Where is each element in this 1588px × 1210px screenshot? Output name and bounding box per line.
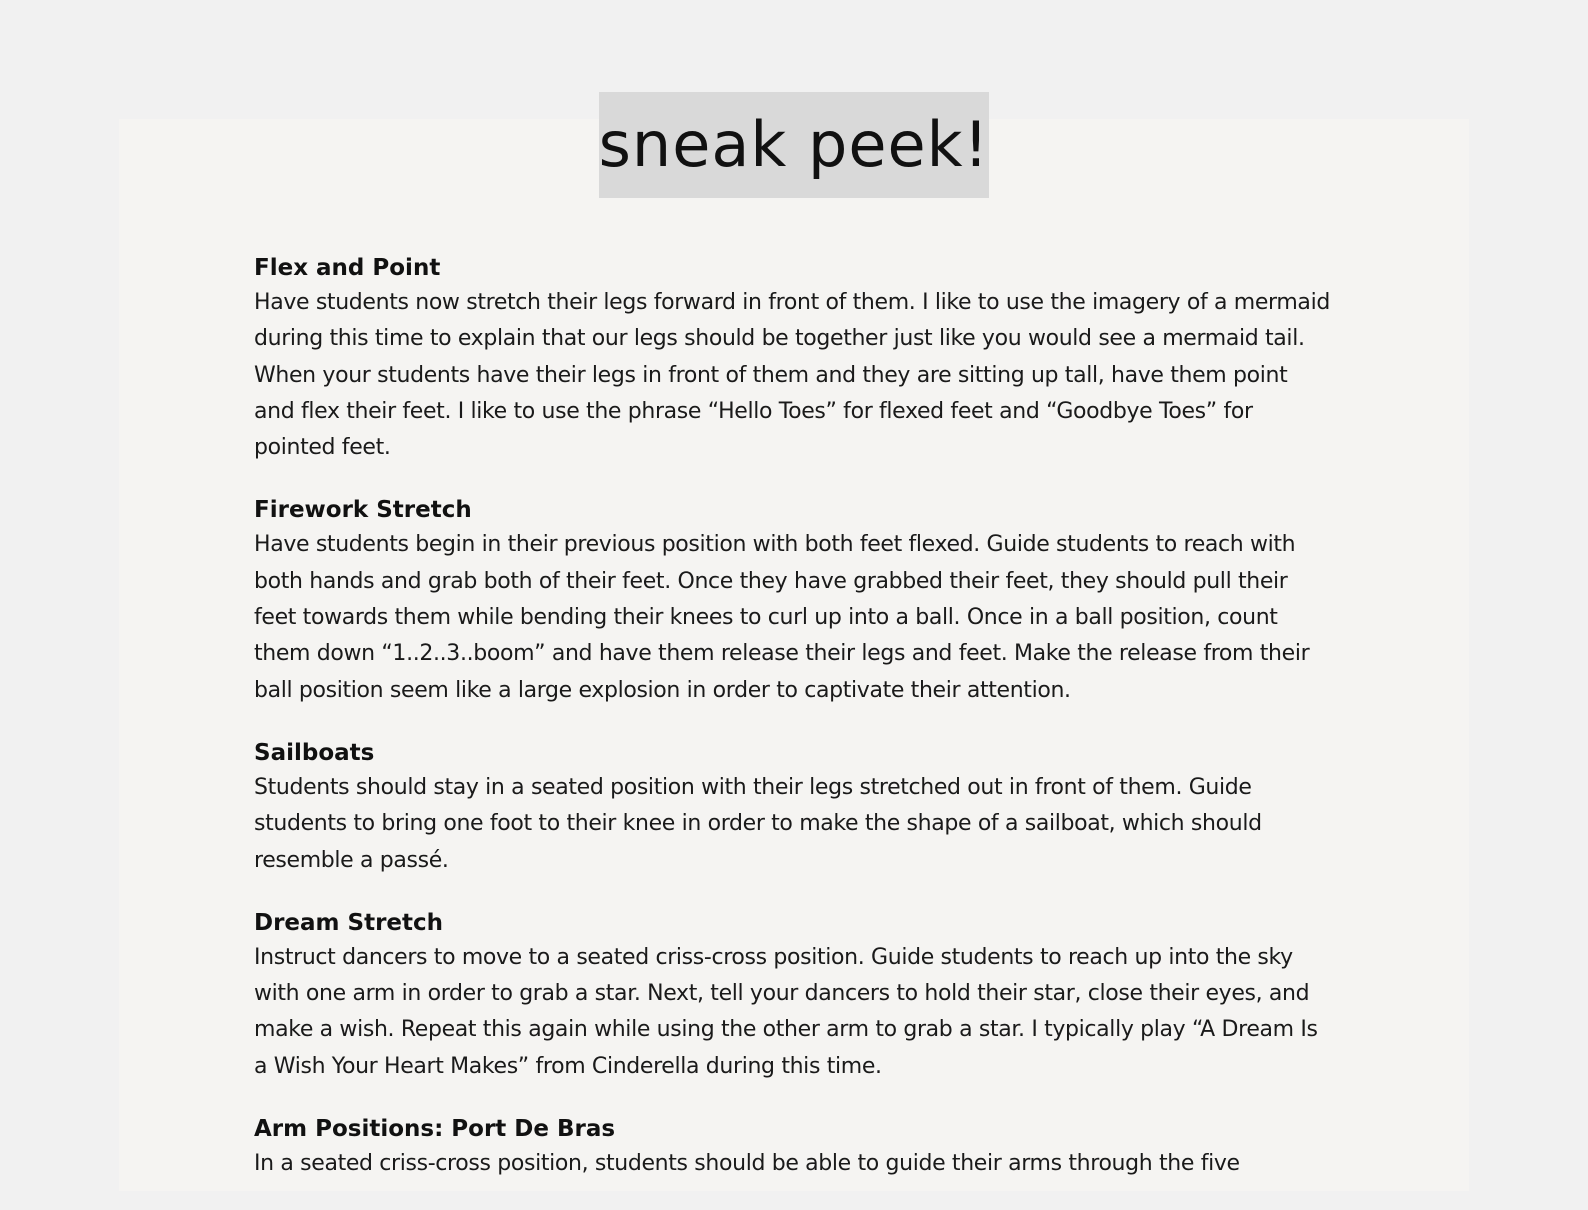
section-body: In a seated criss-cross position, students should be able to guide their arms through the five	[254, 1151, 1240, 1177]
section-heading: Sailboats	[254, 739, 375, 766]
section-sailboats	[254, 737, 1334, 879]
section-dream-stretch	[254, 907, 1334, 1085]
section-heading: Dream Stretch	[254, 909, 444, 936]
section-body: Instruct dancers to move to a seated criss-cross position. Guide students to reach up into the sky with one arm in order to grab a star. Next, tell your dancers to hold their star, close their eyes, and make a wish. Repeat this again while using the other arm to grab a star. I typically play “A Dream Is a Wish Your Heart Makes” from Cinderella during this time.	[254, 944, 1318, 1079]
section-flex-and-point	[254, 252, 1334, 466]
section-body: Have students now stretch their legs forward in front of them. I like to use the imagery of a mermaid during this time to explain that our legs should be together just like you would see a mermaid tail. When your students have their legs in front of them and they are sitting up tall, have them point and flex their feet. I like to use the phrase “Hello Toes” for flexed feet and “Goodbye Toes” for pointed feet.	[254, 290, 1330, 461]
section-heading: Arm Positions: Port De Bras	[254, 1116, 616, 1143]
section-arm-positions	[254, 1113, 1334, 1182]
section-heading: Firework Stretch	[254, 497, 472, 524]
section-heading: Flex and Point	[254, 255, 441, 281]
document-content	[254, 252, 1334, 1210]
section-body: Have students begin in their previous position with both feet flexed. Guide students to reach with both hands and grab both of their feet. Once they have grabbed their feet, they should pull their feet towards them while bending their knees to curl up into a ball. Once in a ball position, count them down “1..2..3..boom” and have them release their legs and feet. Make the release from their ball position seem like a large explosion in order to captivate their attention.	[254, 532, 1310, 703]
title-banner	[599, 92, 989, 198]
section-body: Students should stay in a seated position with their legs stretched out in front of them. Guide students to bring one foot to their knee in order to make the shape of a sailboat, which should resemble a passé.	[254, 774, 1262, 873]
page-title: sneak peek!	[598, 108, 990, 181]
section-firework-stretch	[254, 494, 1334, 708]
